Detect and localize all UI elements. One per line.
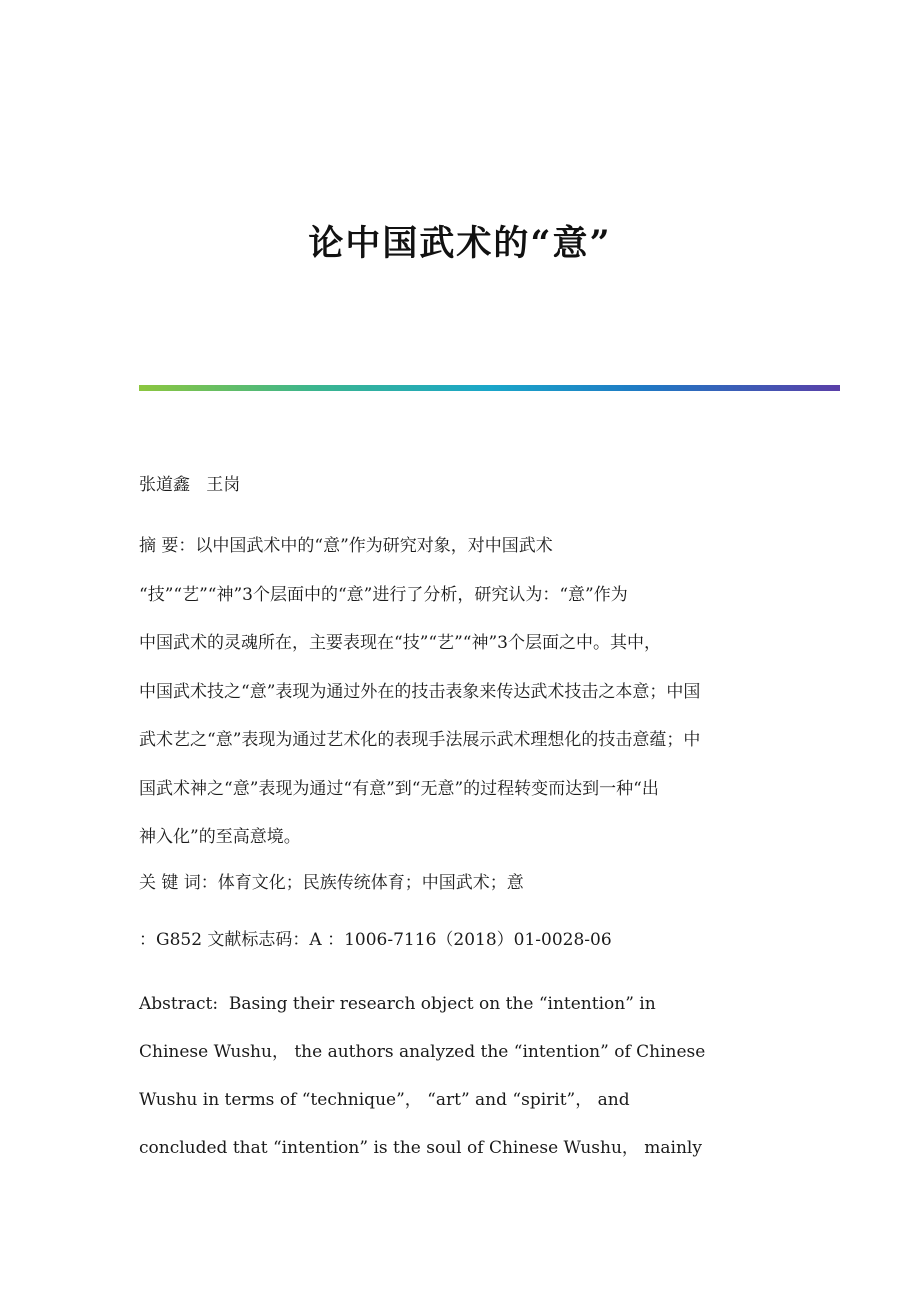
abstract-en-line: Chinese Wushu， the authors analyzed the “intention” of Chinese xyxy=(139,1042,706,1062)
keywords: 关 键 词：体育文化；民族传统体育；中国武术；意 xyxy=(139,873,524,893)
paper-title: 论中国武术的“意” xyxy=(308,223,612,264)
authors: 张道鑫 王岗 xyxy=(139,475,241,495)
abstract-cn-line: 摘 要：以中国武术中的“意”作为研究对象，对中国武术 xyxy=(139,536,553,556)
abstract-cn-line: 武术艺之“意”表现为通过艺术化的表现手法展示武术理想化的技击意蕴；中 xyxy=(139,730,701,750)
classification-codes: ：G852 文献标志码：A ：1006-7116（2018）01-0028-06 xyxy=(139,930,612,950)
abstract-en-line: Abstract: Basing their research object on the “intention” in xyxy=(139,994,656,1014)
abstract-cn-line: “技”“艺”“神”3个层面中的“意”进行了分析，研究认为：“意”作为 xyxy=(139,584,628,605)
abstract-en-line: Wushu in terms of “technique”， “art” and “spirit”， and xyxy=(139,1090,630,1110)
abstract-cn-line: 神入化”的至高意境。 xyxy=(139,827,301,847)
abstract-chinese xyxy=(139,522,779,862)
abstract-english xyxy=(139,980,779,1172)
title-divider xyxy=(139,385,840,391)
abstract-cn-line: 国武术神之“意”表现为通过“有意”到“无意”的过程转变而达到一种“出 xyxy=(139,778,659,799)
abstract-cn-line: 中国武术的灵魂所在，主要表现在“技”“艺”“神”3个层面之中。其中， xyxy=(139,633,661,653)
abstract-en-line: concluded that “intention” is the soul of Chinese Wushu， mainly xyxy=(139,1138,702,1158)
gradient-bar xyxy=(139,385,840,391)
abstract-cn-line: 中国武术技之“意”表现为通过外在的技击表象来传达武术技击之本意；中国 xyxy=(139,681,701,702)
